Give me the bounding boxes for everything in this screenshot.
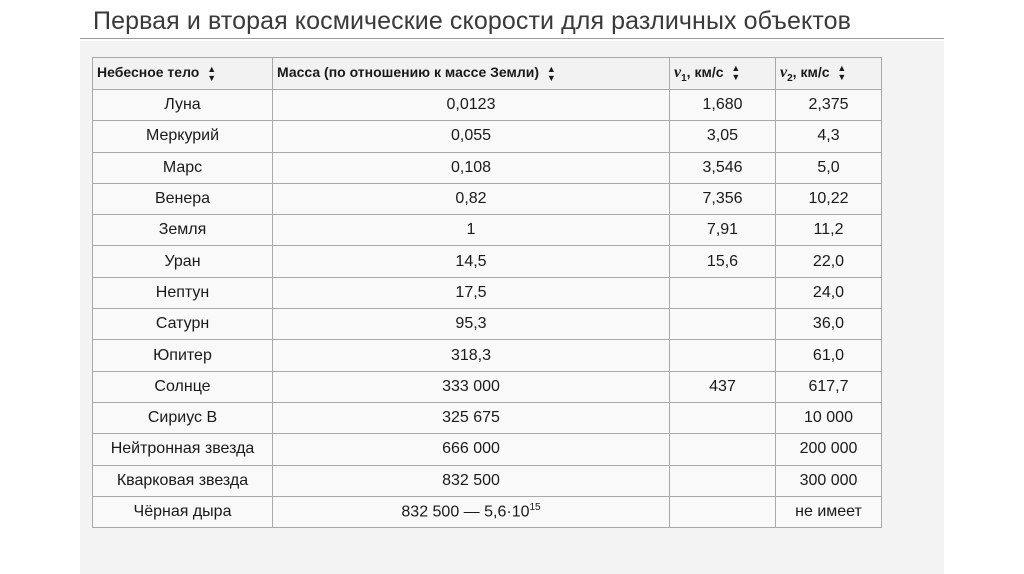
v1-cell — [670, 277, 776, 308]
table-row — [93, 277, 882, 308]
table-row — [93, 496, 882, 527]
title-divider — [80, 38, 944, 39]
body-cell: Луна — [93, 90, 273, 121]
velocity-subscript: 1 — [681, 72, 687, 84]
mass-cell: 0,108 — [273, 152, 670, 183]
mass-range-text: 832 500 — 5,6·10 — [401, 503, 530, 521]
column-header-label: Небесное тело — [97, 64, 200, 81]
mass-cell: 1 — [273, 215, 670, 246]
sort-icon[interactable]: ▲ ▼ — [207, 63, 217, 83]
v2-cell: 10,22 — [776, 183, 882, 214]
v2-cell: 617,7 — [776, 371, 882, 402]
body-cell: Сириус B — [93, 402, 273, 433]
body-cell: Сатурн — [93, 309, 273, 340]
velocity-subscript: 2 — [787, 72, 793, 84]
sort-icon[interactable]: ▲ ▼ — [546, 63, 556, 83]
v1-cell: 437 — [670, 371, 776, 402]
v2-cell: 10 000 — [776, 402, 882, 433]
body-cell: Венера — [93, 183, 273, 214]
table-row — [93, 465, 882, 496]
mass-cell: 325 675 — [273, 402, 670, 433]
v1-cell: 3,05 — [670, 121, 776, 152]
v2-cell: 36,0 — [776, 309, 882, 340]
v1-cell — [670, 309, 776, 340]
v1-cell — [670, 465, 776, 496]
v1-cell: 15,6 — [670, 246, 776, 277]
column-header-v2[interactable] — [776, 58, 882, 90]
v1-cell — [670, 434, 776, 465]
v1-cell — [670, 340, 776, 371]
table-row — [93, 434, 882, 465]
mass-cell: 333 000 — [273, 371, 670, 402]
v2-cell: 24,0 — [776, 277, 882, 308]
column-header-mass[interactable] — [273, 58, 670, 90]
table-row — [93, 152, 882, 183]
table-row — [93, 246, 882, 277]
body-cell: Нейтронная звезда — [93, 434, 273, 465]
body-cell: Солнце — [93, 371, 273, 402]
velocity-symbol: v — [674, 63, 682, 81]
body-cell: Уран — [93, 246, 273, 277]
velocity-table — [92, 57, 882, 528]
v2-cell: 4,3 — [776, 121, 882, 152]
table-row — [93, 215, 882, 246]
v2-cell: не имеет — [776, 496, 882, 527]
v1-cell — [670, 496, 776, 527]
mass-cell: 0,0123 — [273, 90, 670, 121]
unit-label: , км/с — [792, 63, 830, 80]
v1-cell — [670, 402, 776, 433]
column-header-body[interactable] — [93, 58, 273, 90]
v2-cell: 300 000 — [776, 465, 882, 496]
body-cell: Нептун — [93, 277, 273, 308]
table-header-row — [93, 58, 882, 90]
sort-icon[interactable]: ▲ ▼ — [731, 62, 741, 82]
v2-cell: 5,0 — [776, 152, 882, 183]
column-header-v1[interactable] — [670, 58, 776, 90]
v1-cell: 7,91 — [670, 215, 776, 246]
mass-cell: 14,5 — [273, 246, 670, 277]
v2-cell: 2,375 — [776, 90, 882, 121]
table-row — [93, 183, 882, 214]
v2-cell: 11,2 — [776, 215, 882, 246]
mass-cell: 95,3 — [273, 309, 670, 340]
table-row — [93, 340, 882, 371]
v1-cell: 7,356 — [670, 183, 776, 214]
velocity-symbol: v — [780, 63, 788, 81]
body-cell: Земля — [93, 215, 273, 246]
table-row — [93, 121, 882, 152]
table-row — [93, 309, 882, 340]
v1-cell: 3,546 — [670, 152, 776, 183]
v2-cell: 200 000 — [776, 434, 882, 465]
body-cell: Меркурий — [93, 121, 273, 152]
mass-cell: 832 500 — [273, 465, 670, 496]
v2-cell: 22,0 — [776, 246, 882, 277]
mass-cell: 666 000 — [273, 434, 670, 465]
mass-exponent: 15 — [529, 502, 541, 514]
mass-cell: 318,3 — [273, 340, 670, 371]
table-row — [93, 371, 882, 402]
page-title: Первая и вторая космические скорости для различных объектов — [93, 7, 851, 35]
mass-cell: 0,82 — [273, 183, 670, 214]
v1-cell: 1,680 — [670, 90, 776, 121]
mass-cell: 17,5 — [273, 277, 670, 308]
sort-icon[interactable]: ▲ ▼ — [837, 62, 847, 82]
table-row — [93, 402, 882, 433]
body-cell: Марс — [93, 152, 273, 183]
body-cell: Кварковая звезда — [93, 465, 273, 496]
body-cell: Чёрная дыра — [93, 496, 273, 527]
body-cell: Юпитер — [93, 340, 273, 371]
table-row — [93, 90, 882, 121]
unit-label: , км/с — [686, 63, 724, 80]
mass-cell — [273, 496, 670, 527]
v2-cell: 61,0 — [776, 340, 882, 371]
column-header-label: Масса (по отношению к массе Земли) — [277, 64, 540, 81]
mass-cell: 0,055 — [273, 121, 670, 152]
